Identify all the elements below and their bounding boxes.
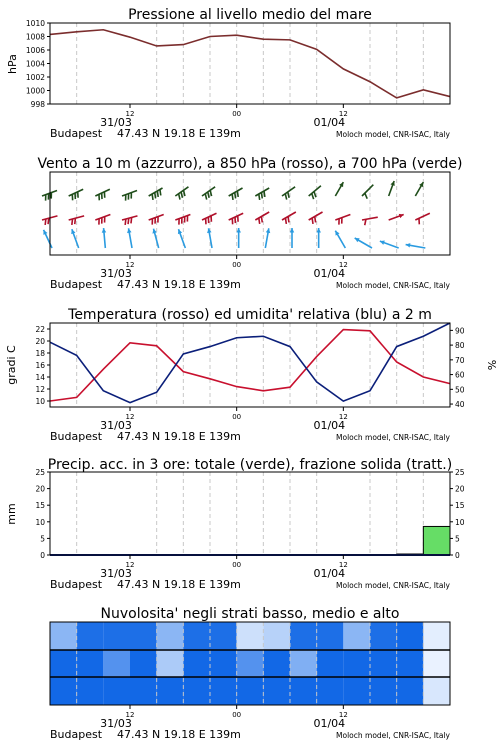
wind-barb [335, 231, 345, 248]
y-tick-label: 15 [35, 501, 45, 511]
wind-barb-flag [314, 192, 316, 198]
wind-city: Budapest [50, 278, 103, 291]
cloud-cell [50, 650, 77, 677]
wind-barb-shaft [415, 213, 430, 220]
wind-barb [309, 186, 321, 199]
x-tick-label: 12 [338, 711, 348, 719]
y-tick-label: 22 [35, 325, 45, 334]
temperature-line [50, 330, 450, 401]
x-tick-label: 12 [338, 413, 348, 421]
wind-barb [282, 187, 295, 200]
wind-barb [265, 228, 270, 248]
pressure-city: Budapest [50, 127, 103, 140]
y-tick-label: 0 [455, 551, 460, 560]
cloud-cell [183, 677, 210, 705]
wind-barb-flag [179, 194, 180, 200]
wind-barb [335, 182, 343, 196]
date-label: 01/04 [313, 717, 346, 730]
wind-barb-flag [261, 193, 262, 199]
cloud-cell [343, 677, 370, 705]
wind-barb [149, 188, 163, 200]
cloud-cell [397, 677, 424, 705]
cloud-cell [130, 677, 157, 705]
pressure-line [50, 30, 450, 98]
cloud-cell [290, 677, 317, 705]
wind-barb-flag [315, 217, 316, 223]
date-label: 31/03 [100, 419, 132, 432]
cloud-cell [397, 622, 424, 650]
wind-barb-flag [312, 218, 313, 224]
wind-frame [50, 172, 450, 255]
cloud-cell [397, 650, 424, 677]
cloud-cell [77, 622, 104, 650]
wind-arrow-head [102, 228, 107, 233]
x-tick-label: 12 [125, 711, 135, 719]
wind-title: Vento a 10 m (azzurro), a 850 hPa (rosso), a 700 hPa (verde) [37, 156, 463, 172]
date-label: 01/04 [313, 419, 346, 432]
wind-barb-flag [152, 194, 153, 200]
wind-barb [95, 189, 110, 200]
cloud-cell [423, 622, 450, 650]
wind-barb [122, 216, 137, 225]
wind-barb-flag [155, 193, 156, 199]
wind-barb [178, 229, 185, 248]
precipitation-coords: 47.43 N 19.18 E 139m [117, 578, 241, 591]
cloud-cell [183, 650, 210, 677]
cloud-cell [317, 677, 344, 705]
x-tick-label: 00 [232, 711, 242, 719]
wind-barb-flag [208, 192, 209, 198]
x-tick-label: 00 [232, 261, 242, 269]
y-tick-label: 10 [35, 397, 45, 406]
temperature-panel [5, 307, 498, 443]
wind-barb [71, 229, 78, 248]
cloud-coords: 47.43 N 19.18 E 139m [117, 728, 241, 741]
cloud-cell [103, 650, 130, 677]
y-tick-label: 5 [455, 534, 460, 544]
wind-barb-shaft [122, 191, 137, 196]
wind-barb-flag [235, 193, 236, 199]
wind-barb-shaft [122, 216, 137, 220]
wind-barb-flag [128, 218, 129, 224]
wind-barb-flag [157, 191, 158, 197]
wind-barb [415, 182, 423, 196]
cloud-cell [50, 622, 77, 650]
x-tick-label: 12 [338, 561, 348, 569]
y-tick-label: 20 [455, 484, 465, 494]
wind-barb-flag [232, 194, 233, 200]
date-label: 31/03 [100, 116, 132, 129]
y-tick-label: 40 [455, 400, 465, 410]
y-tick-label: 80 [455, 341, 465, 351]
precipitation-ylabel: mm [5, 503, 18, 525]
date-label: 01/04 [313, 267, 346, 280]
cloud-cell [130, 622, 157, 650]
wind-barb-flag [125, 219, 126, 225]
y-tick-label: 1004 [25, 59, 45, 69]
cloud-cell [237, 650, 264, 677]
cloud-cell [263, 677, 290, 705]
wind-barb-flag [288, 192, 289, 198]
wind-barb [122, 191, 137, 201]
wind-barb-flag [160, 190, 161, 196]
y-tick-label: 1010 [25, 19, 45, 28]
wind-barb-flag [259, 194, 260, 200]
wind-barb [43, 230, 52, 248]
y-tick-label: 10 [35, 517, 45, 527]
wind-credit: Moloch model, CNR-ISAC, Italy [336, 281, 450, 290]
temperature-city: Budapest [50, 430, 103, 443]
x-tick-label: 12 [125, 561, 135, 569]
y-tick-label: 18 [35, 349, 45, 358]
cloud-title: Nuvolosita' negli strati basso, medio e alto [100, 606, 400, 622]
cloud-cell [423, 677, 450, 705]
wind-barb-shaft [95, 215, 110, 220]
y-tick-label: 25 [455, 468, 465, 477]
cloud-cell [290, 650, 317, 677]
wind-barb-flag [259, 218, 260, 224]
wind-barb [152, 229, 158, 248]
x-tick-label: 00 [232, 413, 242, 421]
cloud-cell [370, 650, 397, 677]
cloud-cell [370, 622, 397, 650]
precipitation-title: Precip. acc. in 3 ore: totale (verde), frazione solida (tratt.) [47, 457, 453, 473]
pressure-ylabel: hPa [6, 54, 19, 74]
temperature-ylabel: gradi C [5, 345, 18, 385]
wind-barb [229, 188, 243, 200]
precipitation-frame [50, 472, 450, 555]
cloud-cell [263, 622, 290, 650]
y-tick-label: 1008 [25, 32, 45, 42]
cloud-cell [210, 650, 237, 677]
wind-barb [102, 228, 107, 248]
pressure-credit: Moloch model, CNR-ISAC, Italy [336, 130, 450, 139]
precipitation-credit: Moloch model, CNR-ISAC, Italy [336, 581, 450, 590]
pressure-coords: 47.43 N 19.18 E 139m [117, 127, 241, 140]
cloud-cell [103, 622, 130, 650]
x-tick-label: 12 [125, 261, 135, 269]
cloud-cell [183, 622, 210, 650]
cloud-credit: Moloch model, CNR-ISAC, Italy [336, 731, 450, 740]
cloud-cell [343, 650, 370, 677]
y-tick-label: 15 [455, 501, 465, 511]
wind-barb [335, 215, 350, 225]
pressure-title: Pressione al livello medio del mare [128, 7, 372, 23]
cloud-cell [210, 622, 237, 650]
x-tick-label: 00 [232, 561, 242, 569]
wind-barb-flag [264, 191, 265, 197]
y-tick-label: 90 [455, 326, 465, 336]
wind-barb-flag [285, 218, 286, 224]
wind-barb [380, 241, 399, 248]
cloud-cell [50, 677, 77, 705]
cloud-cell [130, 650, 157, 677]
date-label: 31/03 [100, 717, 132, 730]
wind-barb-flag [312, 193, 314, 199]
wind-barb [95, 215, 110, 225]
wind-barb [127, 228, 132, 248]
y-tick-label: 1002 [25, 73, 45, 82]
date-label: 31/03 [100, 567, 132, 580]
y-tick-label: 25 [35, 468, 45, 477]
y-tick-label: 20 [35, 484, 45, 494]
pressure-panel [6, 7, 451, 140]
cloud-cell [210, 677, 237, 705]
y-tick-label: 12 [35, 385, 45, 394]
cloud-cell [343, 622, 370, 650]
date-label: 01/04 [313, 116, 346, 129]
cloud-cell [157, 650, 184, 677]
wind-barb-flag [45, 219, 46, 225]
cloud-cell [290, 622, 317, 650]
wind-barb [389, 181, 395, 196]
y-tick-label: 20 [35, 337, 45, 346]
cloud-cell [423, 650, 450, 677]
wind-barb [282, 212, 296, 224]
wind-barb-flag [288, 217, 289, 223]
y-tick-label: 0 [40, 551, 45, 560]
wind-barb-flag [72, 219, 73, 225]
temperature-title: Temperatura (rosso) ed umidita' relativa (blu) a 2 m [68, 307, 432, 323]
wind-barb [175, 187, 188, 200]
y-tick-label: 60 [455, 370, 465, 380]
precipitation-bar [423, 526, 450, 555]
y-tick-label: 70 [455, 355, 465, 365]
wind-barb-shaft [362, 185, 373, 196]
wind-barb [355, 238, 372, 248]
wind-coords: 47.43 N 19.18 E 139m [117, 278, 241, 291]
wind-barb-flag [205, 194, 206, 200]
humidity-ylabel: % [485, 359, 498, 371]
y-tick-label: 1006 [25, 46, 45, 55]
cloud-cell [237, 677, 264, 705]
wind-barb-flag [261, 217, 262, 223]
wind-barb [415, 213, 430, 224]
cloud-cell [77, 677, 104, 705]
wind-barb [255, 212, 269, 224]
x-tick-label: 12 [125, 110, 135, 118]
date-label: 01/04 [313, 567, 346, 580]
wind-barb [406, 243, 426, 248]
cloud-cell [317, 650, 344, 677]
cloud-cell [157, 677, 184, 705]
wind-barb-flag [237, 191, 238, 197]
cloud-city: Budapest [50, 728, 103, 741]
precipitation-panel [5, 457, 465, 591]
date-label: 31/03 [100, 267, 132, 280]
wind-barb [202, 187, 215, 200]
wind-barb-flag [181, 192, 182, 198]
wind-panel [37, 156, 462, 291]
cloud-cell [77, 650, 104, 677]
y-tick-label: 16 [35, 361, 45, 370]
cloud-panel [50, 606, 451, 741]
pressure-frame [50, 23, 450, 104]
cloud-cell [370, 677, 397, 705]
wind-barb [202, 213, 217, 224]
y-tick-label: 50 [455, 385, 465, 395]
cloud-cell [263, 650, 290, 677]
y-tick-label: 1000 [25, 86, 45, 96]
wind-barb [69, 189, 84, 200]
wind-barb [255, 188, 269, 200]
cloud-cell [103, 677, 130, 705]
x-tick-label: 12 [338, 110, 348, 118]
x-tick-label: 12 [125, 413, 135, 421]
cloud-cell [317, 622, 344, 650]
x-tick-label: 00 [232, 110, 242, 118]
y-tick-label: 10 [455, 517, 465, 527]
wind-barb [229, 213, 244, 224]
wind-barb-flag [48, 218, 49, 224]
y-tick-label: 14 [35, 373, 45, 382]
wind-barb-flag [285, 194, 286, 200]
precipitation-city: Budapest [50, 578, 103, 591]
temperature-credit: Moloch model, CNR-ISAC, Italy [336, 433, 450, 442]
wind-barb-flag [75, 218, 76, 224]
wind-barb [309, 212, 323, 224]
temperature-coords: 47.43 N 19.18 E 139m [117, 430, 241, 443]
wind-barb [362, 185, 373, 199]
x-tick-label: 12 [338, 261, 348, 269]
cloud-cell [157, 622, 184, 650]
wind-barb-shaft [335, 215, 350, 220]
wind-barb-flag [365, 193, 367, 199]
cloud-cell [237, 622, 264, 650]
y-tick-label: 5 [40, 534, 45, 544]
wind-barb-flag [131, 217, 132, 223]
y-tick-label: 998 [30, 100, 45, 109]
